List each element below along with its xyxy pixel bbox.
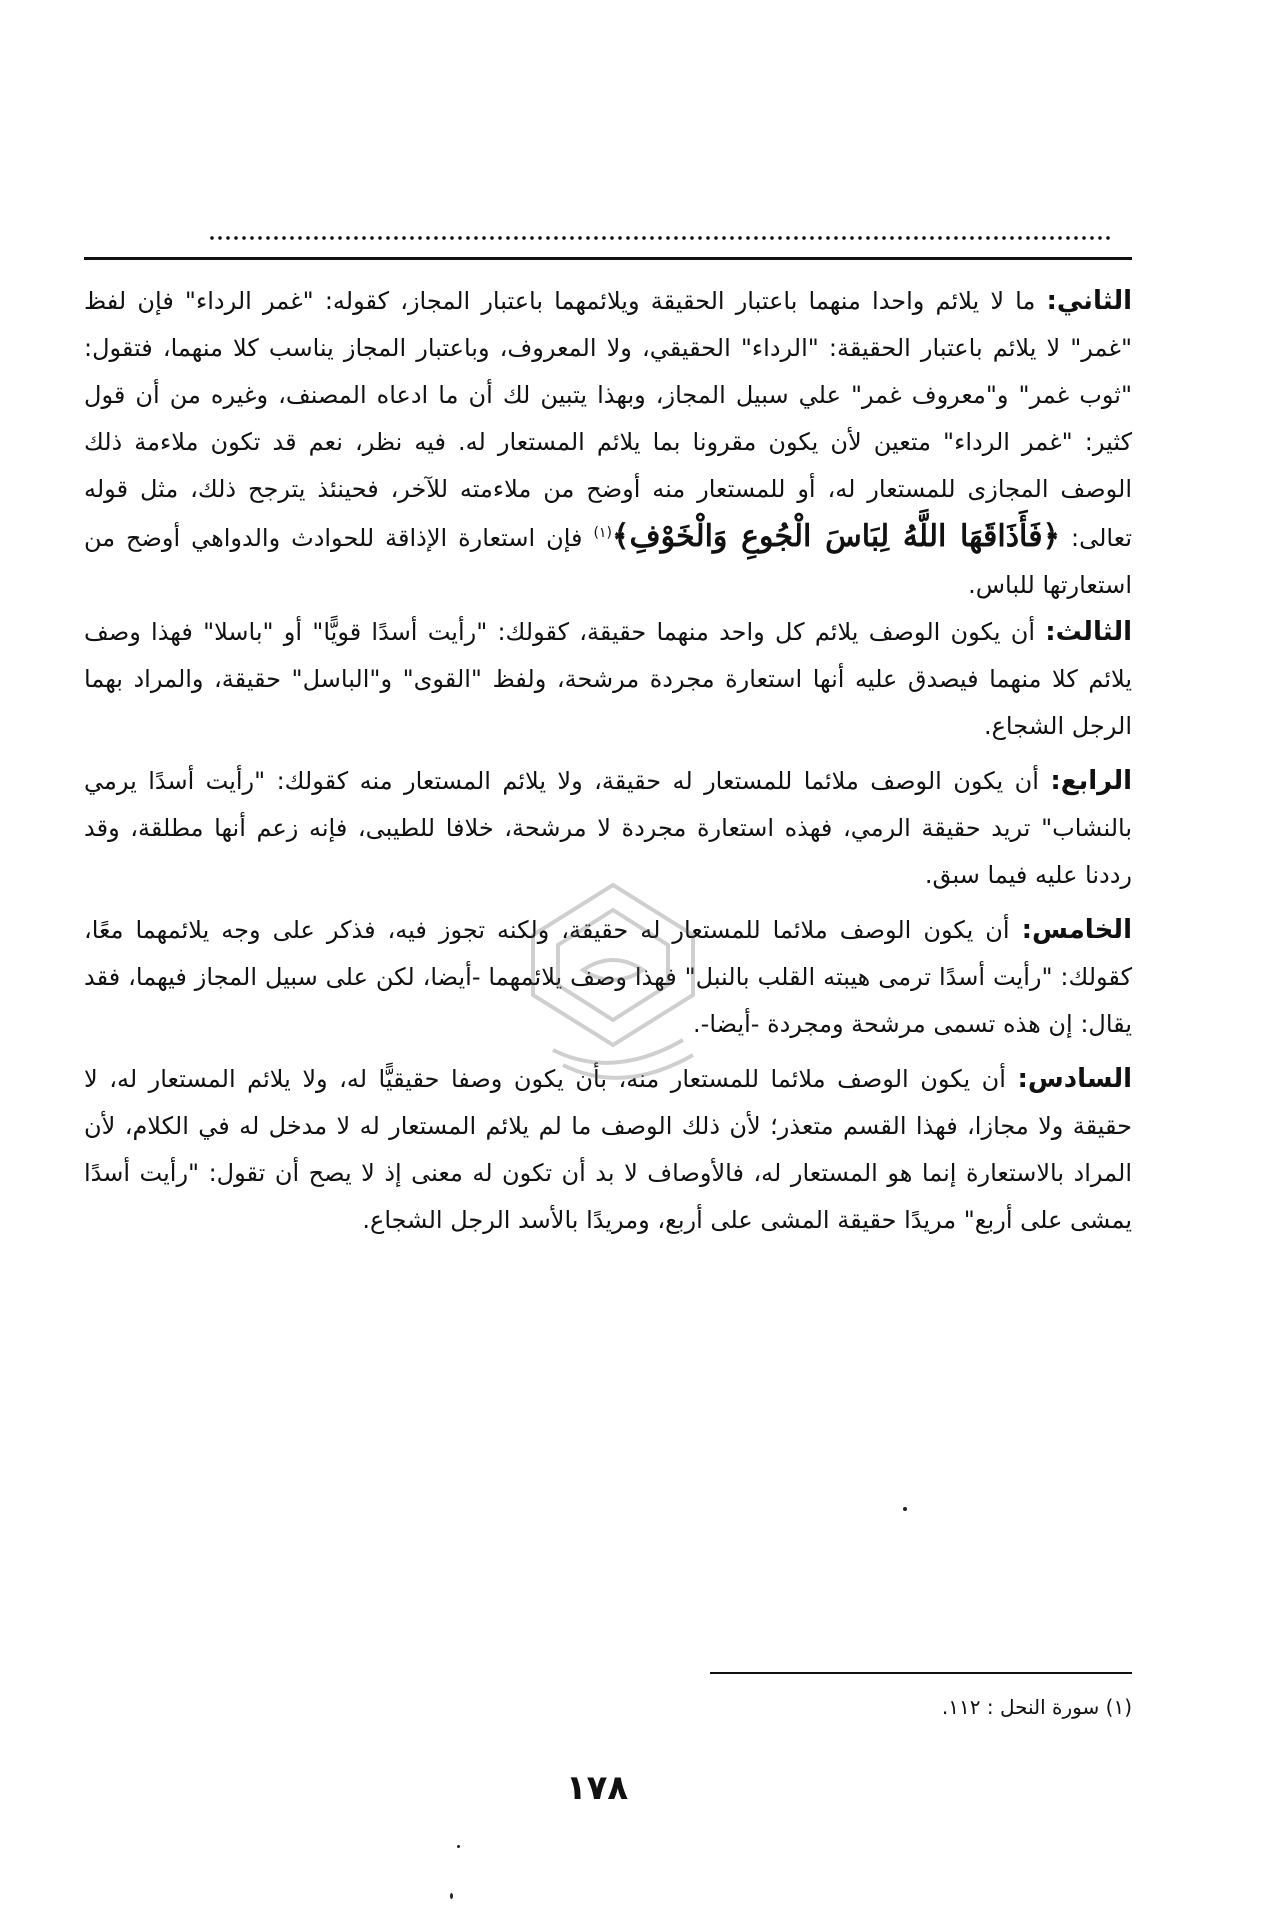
footnote: (١) سورة النحل : ١١٢. [941,1695,1132,1719]
paragraph-heading: الثالث: [1045,617,1132,647]
paragraph-heading: الرابع: [1050,766,1132,796]
paragraph-text: أن يكون الوصف يلائم كل واحد منهما حقيقة، كقولك: "رأيت أسدًا قويًّا" أو "باسلا" فهذا وصف يلائم كلا منهما فيصدق عليه أنها استعارة مجردة مرشحة، ولفظ "القوى" و"الباسل" حقيقة، والمراد بهما الرجل الشجاع. [84,618,1132,740]
paragraph-fifth [84,907,1132,1048]
header-dotted-line [208,234,1111,242]
scan-speck [457,1845,460,1848]
footnote-rule [710,1672,1132,1674]
page-number: ١٧٨ [565,1768,629,1808]
paragraph-text: أن يكون الوصف ملائما للمستعار له حقيقة، ولكنه تجوز فيه، فذكر على وجه يلائمهما معًا، كقولك: "رأيت أسدًا ترمى هيبته القلب بالنبل" فهذا وصف يلائمهما -أيضا، لكن على سبيل المجاز فيهما، فقد يقال: إن هذه تسمى مرشحة ومجردة -أيضا-. [84,916,1132,1038]
paragraph-text: أن يكون الوصف ملائما للمستعار له حقيقة، ولا يلائم المستعار منه كقولك: "رأيت أسدًا يرمي بالنشاب" تريد حقيقة الرمي، فهذه استعارة مجردة لا مرشحة، خلافا للطيبى، فإنه زعم أنها مطلقة، وقد رددنا عليه فيما سبق. [84,767,1132,889]
footnote-reference[interactable]: (١) [593,525,612,541]
paragraph-text-tail: فإن استعارة الإذاقة للحوادث والدواهي أوضح من استعارتها للباس. [84,524,1132,599]
paragraph-text: أن يكون الوصف ملائما للمستعار منه، بأن يكون وصفا حقيقيًّا له، ولا يلائم المستعار له، لا حقيقة ولا مجازا، فهذا القسم متعذر؛ لأن ذلك الوصف ما لم يلائم المستعار له لا مدخل له في الكلام، لأن المراد بالاستعارة إنما هو المستعار له، فالأوصاف لا بد أن تكون له معنى إذ لا يصح أن تقول: "رأيت أسدًا يمشى على أربع" مريدًا حقيقة المشى على أربع، ومريدًا بالأسد الرجل الشجاع. [84,1065,1132,1234]
scan-speck [450,1893,453,1899]
paragraph-heading: الثاني: [1046,286,1132,316]
header-rule [84,257,1132,260]
paragraph-heading: السادس: [1017,1064,1132,1094]
paragraph-heading: الخامس: [1021,915,1132,945]
paragraph-second [84,278,1132,609]
scan-speck [903,1507,907,1511]
paragraph-text: ما لا يلائم واحدا منهما باعتبار الحقيقة ويلائمهما باعتبار المجاز، كقوله: "غمر الرداء" فإن لفظ "غمر" لا يلائم باعتبار الحقيقة: "الرداء" الحقيقي، ولا المعروف، وباعتبار المجاز يناسب كلا منهما، فتقول: "ثوب غمر" و"معروف غمر" علي سبيل المجاز، وبهذا يتبين لك أن ما ادعاه المصنف، وغيره من أن قول كثير: "غمر الرداء" متعين لأن يكون مقرونا بما يلائم المستعار له. فيه نظر، نعم قد تكون ملاءمة ذلك الوصف المجازى للمستعار له، أو للمستعار منه أوضح من ملاءمته للآخر، فحينئذ يترجح ذلك، مثل قوله تعالى: [84,287,1133,552]
paragraph-fourth [84,758,1132,899]
paragraph-third [84,609,1132,750]
paragraph-sixth [84,1056,1132,1244]
quran-verse: ﴿فَأَذَاقَهَا اللَّهُ لِبَاسَ الْجُوعِ وَالْخَوْفِ﴾ [611,519,1061,554]
main-text [84,278,1132,1244]
